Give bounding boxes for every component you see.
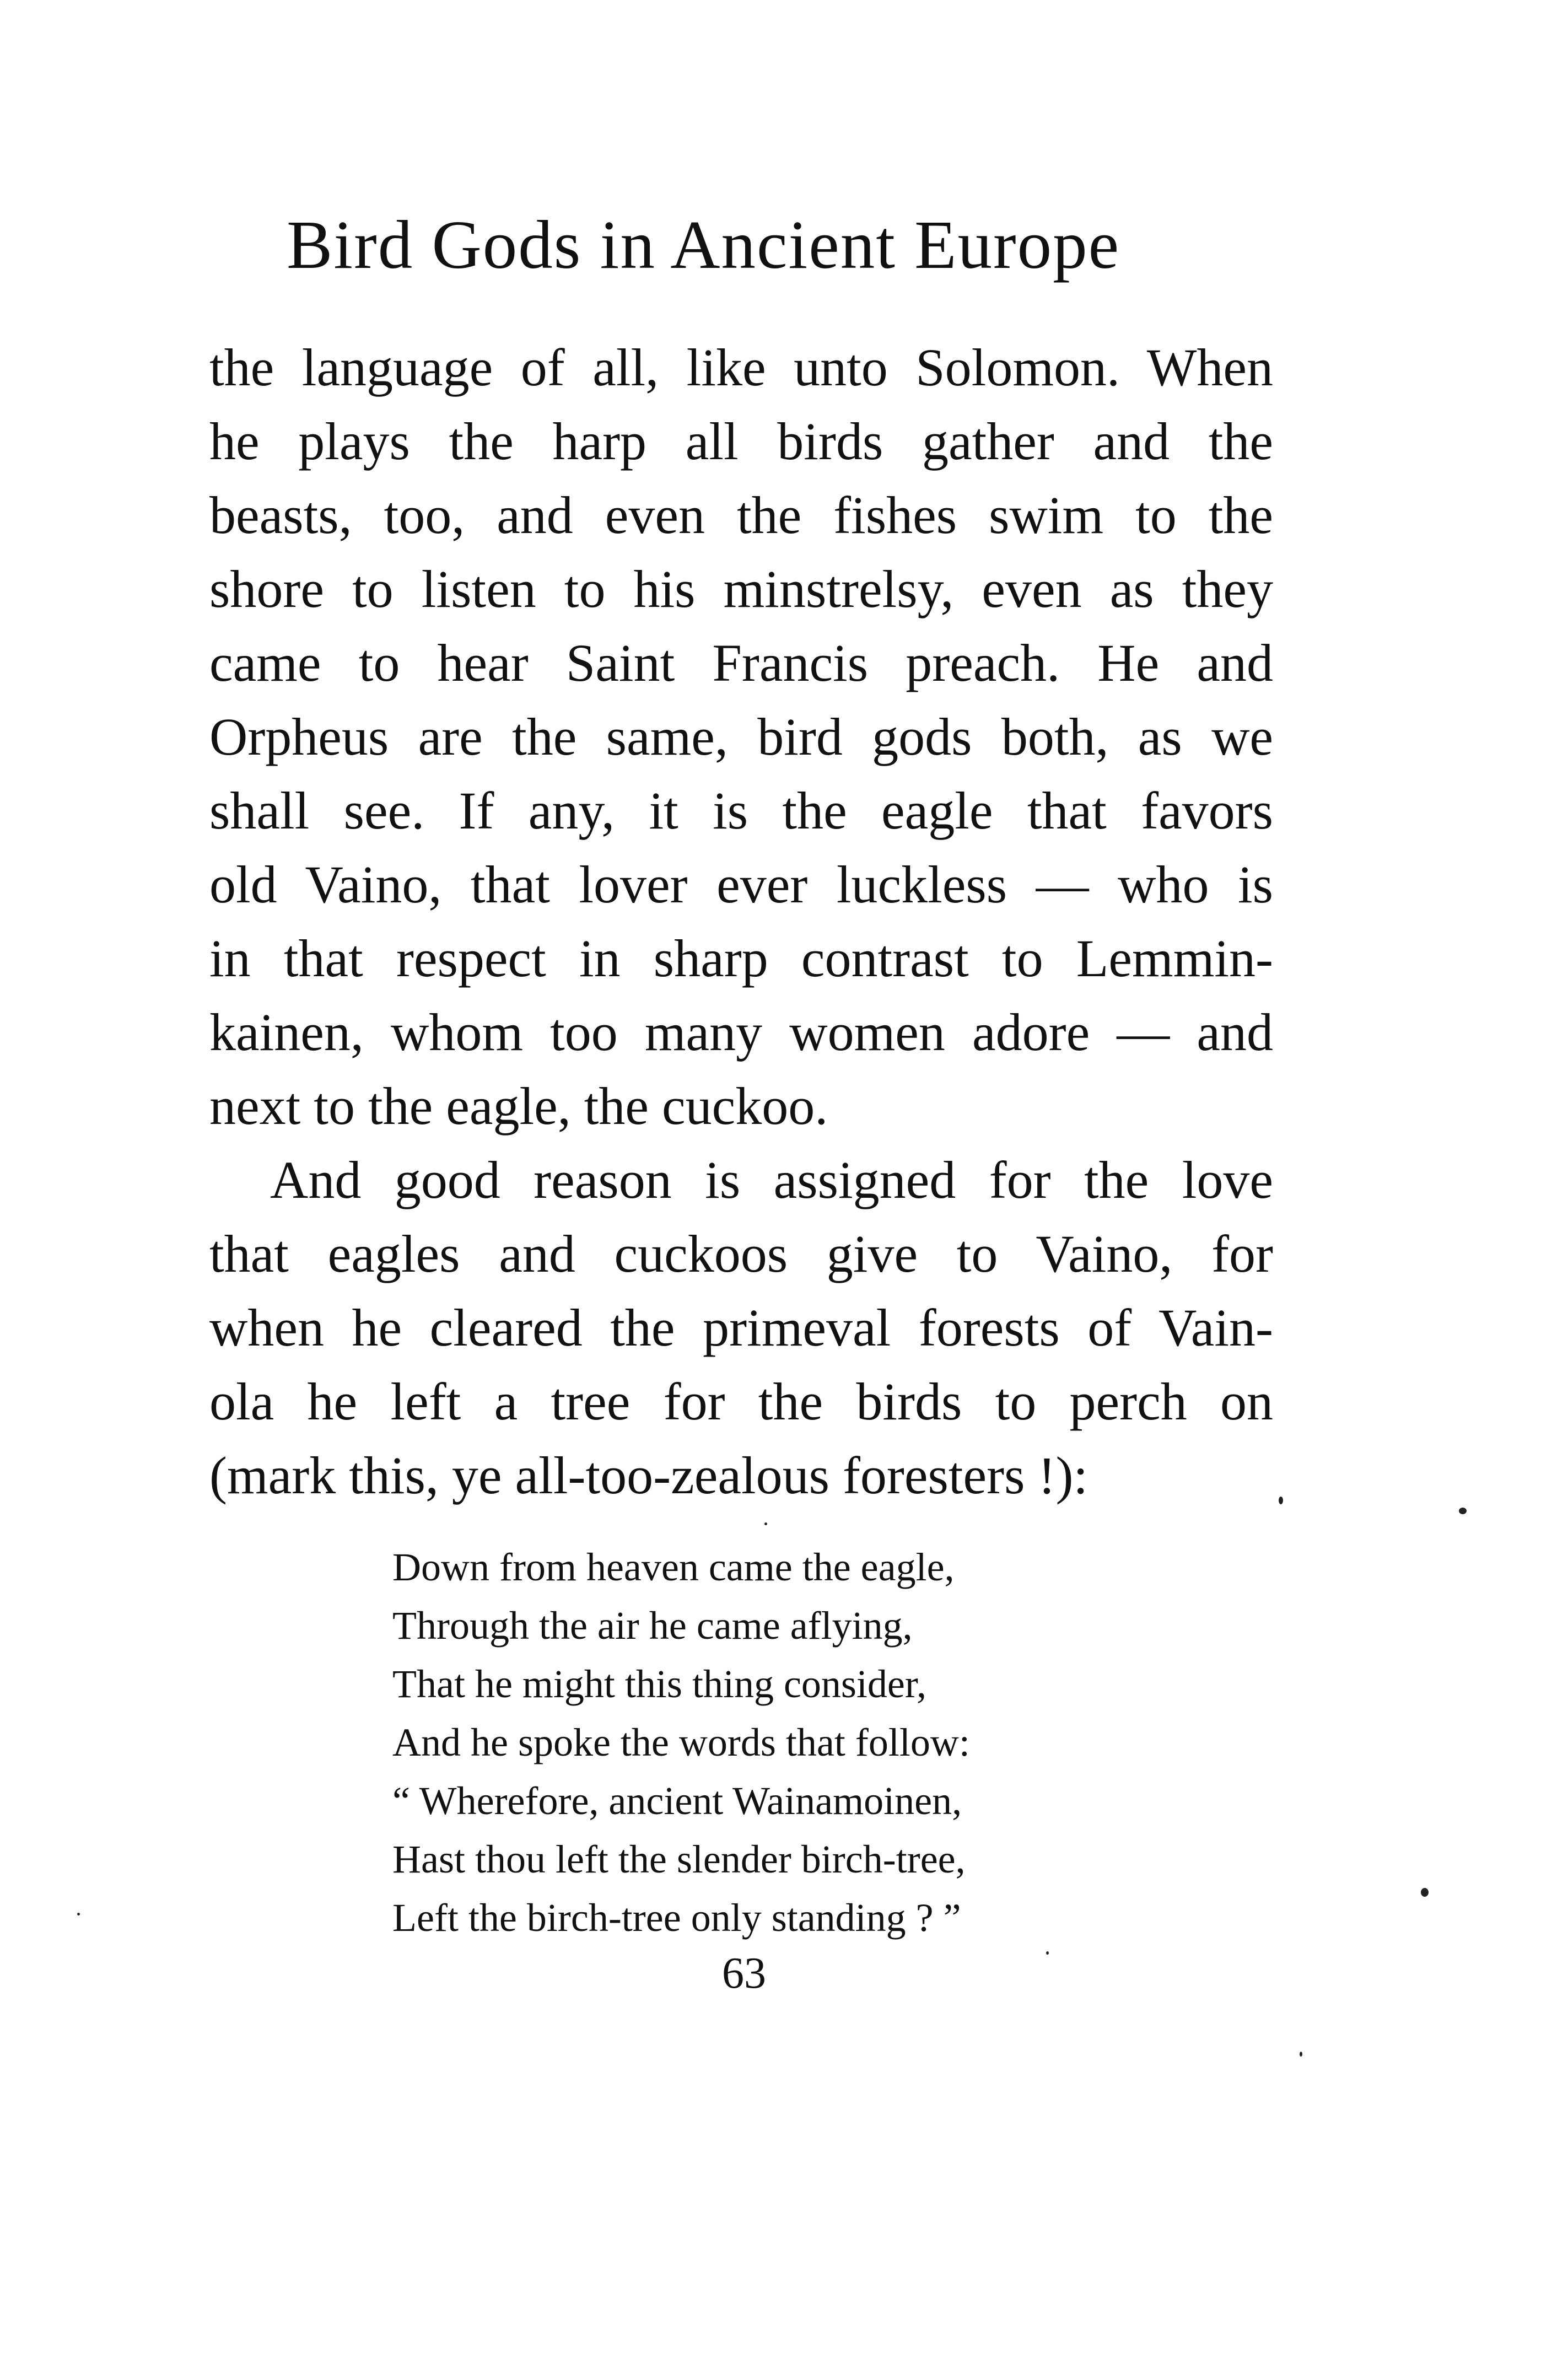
text-line: (mark this, ye all-too-zealous foresters !): xyxy=(209,1446,1089,1505)
text-line: shore to listen to his minstrelsy, even as they xyxy=(209,559,1273,618)
text-line: beasts, too, and even the fishes swim to the xyxy=(209,486,1273,545)
text-line: the language of all, like unto Solomon. When xyxy=(209,338,1273,397)
page-number: 63 xyxy=(722,1949,766,1998)
scan-speck xyxy=(764,1522,767,1525)
scan-speck xyxy=(1459,1508,1467,1514)
text-line: ola he left a tree for the birds to perch on xyxy=(209,1372,1273,1431)
scan-speck xyxy=(1300,2052,1302,2057)
text-line: old Vaino, that lover ever luckless — who is xyxy=(209,855,1273,914)
verse-line: Through the air he came aflying, xyxy=(392,1603,913,1648)
text-line: came to hear Saint Francis preach. He and xyxy=(209,633,1273,692)
scan-speck xyxy=(77,1913,80,1915)
scan-speck xyxy=(1279,1497,1283,1504)
verse-line: And he spoke the words that follow: xyxy=(392,1720,970,1764)
text-line: next to the eagle, the cuckoo. xyxy=(209,1077,828,1136)
verse-line: Left the birch-tree only standing ? ” xyxy=(392,1896,961,1940)
verse-line: That he might this thing consider, xyxy=(392,1662,926,1706)
verse-block xyxy=(392,1538,1109,1947)
text-line: that eagles and cuckoos give to Vaino, for xyxy=(209,1224,1273,1283)
text-line: Orpheus are the same, bird gods both, as we xyxy=(209,707,1273,766)
body-text xyxy=(209,331,1273,1513)
verse-line: Down from heaven came the eagle, xyxy=(392,1545,955,1589)
verse-line: Hast thou left the slender birch-tree, xyxy=(392,1837,966,1881)
scan-speck xyxy=(1421,1888,1429,1897)
scan-speck xyxy=(1046,1951,1049,1955)
running-head: Bird Gods in Ancient Europe xyxy=(287,207,1120,283)
text-line: shall see. If any, it is the eagle that favors xyxy=(209,781,1273,840)
text-line: when he cleared the primeval forests of Vain- xyxy=(209,1298,1273,1357)
text-line: And good reason is assigned for the love xyxy=(270,1150,1273,1209)
text-line: kainen, whom too many women adore — and xyxy=(209,1003,1273,1062)
text-line: he plays the harp all birds gather and the xyxy=(209,412,1273,471)
verse-line: “ Wherefore, ancient Wainamoinen, xyxy=(392,1779,962,1823)
text-line: in that respect in sharp contrast to Lemmin- xyxy=(209,929,1273,988)
